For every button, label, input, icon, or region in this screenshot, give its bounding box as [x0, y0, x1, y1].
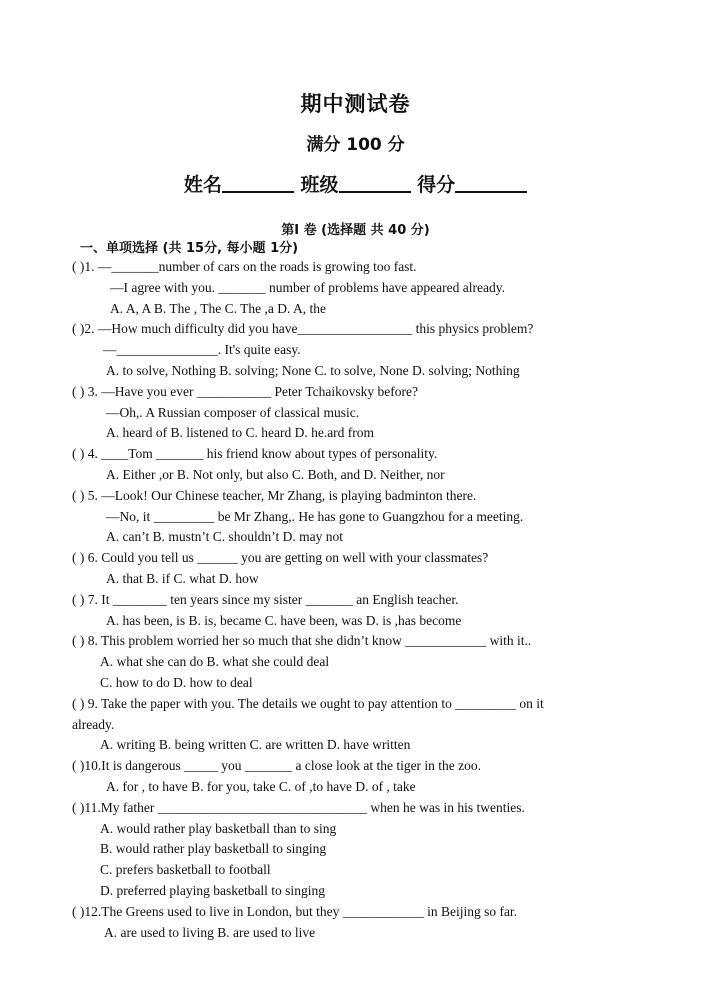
total-score: 满分 100 分 [306, 135, 405, 155]
option-line: A. can’t B. mustn’t C. shouldn’t D. may not [106, 529, 344, 544]
option-line: A. heard of B. listened to C. heard D. he.ard from [106, 425, 375, 440]
question-line: ( ) 9. Take the paper with you. The details we ought to pay attention to _________ on it [72, 696, 544, 711]
question-line: ( ) 3. —Have you ever ___________ Peter Tchaikovsky before? [72, 384, 418, 399]
option-line: B. would rather play basketball to singing [100, 841, 327, 856]
question-line: ( )12.The Greens used to live in London, but they ____________ in Beijing so far. [72, 904, 518, 919]
option-line: A. Either ,or B. Not only, but also C. Both, and D. Neither, nor [106, 467, 445, 482]
student-info-row [0, 170, 711, 197]
question-line: ( )10.It is dangerous _____ you _______ a close look at the tiger in the zoo. [72, 758, 482, 773]
class-blank[interactable] [339, 173, 411, 193]
name-label: 姓名 [183, 174, 222, 196]
name-blank[interactable] [222, 173, 294, 193]
option-line: A. has been, is B. is, became C. have been, was D. is ,has become [106, 613, 462, 628]
question-line: —Oh,. A Russian composer of classical music. [106, 405, 360, 420]
option-line: A. are used to living B. are used to live [104, 925, 316, 940]
part-title: 一、单项选择 (共 15分, 每小题 1分) [80, 241, 299, 256]
question-line: ( )11.My father _______________________________ when he was in his twenties. [72, 800, 525, 815]
question-line: ( ) 4. ____Tom _______ his friend know about types of personality. [72, 446, 438, 461]
score-blank[interactable] [455, 173, 527, 193]
option-line: A. writing B. being written C. are written D. have written [100, 737, 411, 752]
option-line: C. prefers basketball to football [100, 862, 271, 877]
option-line: D. preferred playing basketball to singing [100, 883, 325, 898]
question-line: —I agree with you. _______ number of problems have appeared already. [110, 280, 505, 295]
option-line: A. A, A B. The , The C. The ,a D. A, the [110, 301, 326, 316]
question-line: —_______________. It's quite easy. [103, 342, 301, 357]
class-label: 班级 [300, 174, 339, 196]
question-line: already. [72, 717, 115, 732]
question-line: ( )1. —_______number of cars on the roads is growing too fast. [72, 259, 417, 274]
score-label: 得分 [417, 174, 456, 196]
option-line: A. for , to have B. for you, take C. of ,to have D. of , take [106, 779, 416, 794]
page-title: 期中测试卷 [300, 92, 411, 116]
section-title: 第I 卷 (选择题 共 40 分) [281, 223, 430, 238]
question-line: ( ) 8. This problem worried her so much that she didn’t know ____________ with it.. [72, 633, 532, 648]
question-line: ( ) 7. It ________ ten years since my sister _______ an English teacher. [72, 592, 459, 607]
option-line: A. would rather play basketball than to sing [100, 821, 337, 836]
question-line: ( )2. —How much difficulty did you have_________________ this physics problem? [72, 321, 534, 336]
question-line: ( ) 6. Could you tell us ______ you are getting on well with your classmates? [72, 550, 489, 565]
option-line: A. to solve, Nothing B. solving; None C. to solve, None D. solving; Nothing [106, 363, 520, 378]
option-line: A. that B. if C. what D. how [106, 571, 259, 586]
option-line: A. what she can do B. what she could deal [100, 654, 330, 669]
option-line: C. how to do D. how to deal [100, 675, 253, 690]
question-line: ( ) 5. —Look! Our Chinese teacher, Mr Zhang, is playing badminton there. [72, 488, 477, 503]
question-line: —No, it _________ be Mr Zhang,. He has gone to Guangzhou for a meeting. [106, 509, 524, 524]
